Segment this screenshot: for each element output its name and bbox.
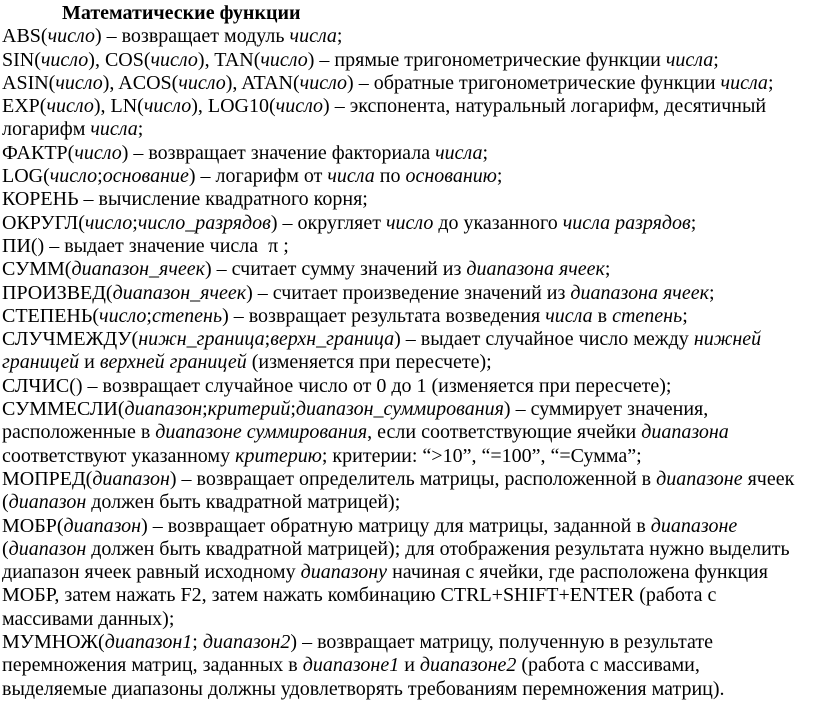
entry-text: диапазон ячеек равный исходному — [2, 561, 301, 584]
entry-text: по — [374, 165, 406, 188]
entry-line — [2, 142, 816, 165]
italic-term: число — [143, 95, 192, 118]
italic-term: диапазона — [641, 421, 729, 444]
italic-term: число — [385, 211, 434, 234]
entry-line — [2, 212, 816, 235]
function-entry — [2, 165, 816, 188]
entry-text: ), LOG10( — [191, 95, 276, 118]
entry-text: соответствуют указанному — [2, 444, 236, 467]
entry-text: ; — [137, 118, 144, 141]
entry-line — [2, 538, 816, 561]
entry-text: ASIN( — [2, 71, 56, 94]
entry-text: ) – обратные тригонометрические функции — [347, 71, 721, 94]
entry-text: ) – возвращает значение факториала — [121, 141, 436, 164]
entry-text: МОБР( — [2, 514, 64, 537]
italic-term: число — [47, 25, 95, 48]
entry-text: ПРОИЗВЕД( — [2, 281, 113, 304]
italic-term: число — [150, 48, 198, 71]
entry-text: ; — [767, 71, 774, 94]
italic-term: числа — [545, 304, 593, 327]
entry-text: и — [79, 351, 100, 374]
function-entry — [2, 375, 816, 398]
italic-term: число — [260, 48, 308, 71]
entry-line — [2, 491, 816, 514]
italic-term: критерию — [235, 444, 322, 467]
entry-text: ; — [604, 258, 611, 281]
italic-term: числа — [327, 165, 375, 188]
function-entry — [2, 235, 816, 258]
entry-text: ( — [2, 491, 9, 514]
entry-text: ( — [2, 537, 9, 560]
entry-line — [2, 25, 816, 48]
function-entry — [2, 282, 816, 305]
italic-term: нижн_граница — [138, 328, 265, 351]
entry-text: ) – считает сумму значений из — [205, 258, 467, 281]
entry-text: ), TAN( — [197, 48, 261, 71]
entry-text: ; — [264, 328, 271, 351]
entry-text: ; — [682, 304, 688, 327]
italic-term: число — [74, 141, 122, 164]
entry-text: логарифм — [2, 118, 91, 141]
italic-term: нижней — [693, 328, 762, 351]
page-title: Математические функции — [62, 2, 301, 24]
entry-text: ) – округляет — [270, 211, 386, 234]
italic-term: число — [299, 71, 348, 94]
italic-term: диапазон — [92, 467, 170, 490]
function-entry — [2, 631, 816, 701]
italic-term: диапазоне — [656, 467, 743, 490]
entry-text: расположенные в — [2, 421, 156, 444]
entry-text: ), COS( — [88, 48, 151, 71]
entry-text: ; — [146, 304, 152, 327]
entry-text: ) – экспонента, натуральный логарифм, десятичный — [323, 95, 767, 118]
italic-term: число — [99, 304, 147, 327]
italic-term: диапазоне1 — [302, 654, 400, 677]
entry-text: в — [592, 304, 613, 327]
italic-term: числа — [289, 25, 337, 48]
italic-term: число — [84, 211, 133, 234]
entry-text: ABS( — [2, 25, 48, 48]
italic-term: степень — [612, 304, 683, 327]
entry-text: ; критерии: “>10”, “=100”, “=Сумма”; — [321, 444, 642, 467]
entry-text: ) – возвращает результата возведения — [222, 304, 546, 327]
entry-text: массивами данных); — [2, 607, 175, 630]
entry-line — [2, 445, 816, 468]
italic-term: диапазон — [63, 514, 142, 537]
entry-line — [2, 515, 816, 538]
entry-text: СЛУЧМЕЖДУ( — [2, 328, 139, 351]
entry-text: и — [399, 654, 420, 677]
entry-text: ), ACOS( — [102, 71, 179, 94]
entry-text: ) – суммирует значения, — [503, 398, 709, 421]
entry-line — [2, 188, 816, 211]
entry-text: LOG( — [2, 165, 50, 188]
entry-line — [2, 49, 816, 72]
entry-text: МУМНОЖ( — [2, 631, 105, 654]
entry-text: ячеек — [742, 467, 795, 490]
entry-text: должен быть квадратной матрицей); — [86, 491, 401, 514]
italic-term: число — [55, 71, 103, 94]
function-entry — [2, 515, 816, 631]
function-entry — [2, 258, 816, 281]
entry-text: СУММЕСЛИ( — [2, 398, 125, 421]
entry-text: выделяемые диапазоны должны удовлетворять требованиям перемножения матриц). — [2, 677, 725, 700]
function-entry — [2, 468, 816, 515]
italic-term: диапазон_ячеек — [71, 258, 205, 281]
entry-text: ) – возвращает определитель матрицы, расположенной в — [169, 467, 657, 490]
function-entry — [2, 212, 816, 235]
entry-text: ; — [336, 25, 343, 48]
entry-text: ) – логарифм от — [188, 165, 328, 188]
function-entry — [2, 95, 816, 142]
entry-text: должен быть квадратной матрицей); для отображения результата нужно выделить — [86, 537, 790, 560]
entry-text: ; — [482, 141, 489, 164]
entry-text: ) – выдает случайное число между — [394, 328, 694, 351]
entry-text: ) – считает произведение значений из — [246, 281, 571, 304]
italic-term: число — [49, 165, 98, 188]
italic-term: степень — [151, 304, 223, 327]
entry-text: ), ATAN( — [225, 71, 300, 94]
entry-text: ПИ() – выдает значение числа π ; — [2, 234, 289, 257]
italic-term: диапазоне суммирования — [155, 421, 368, 444]
italic-term: число — [40, 48, 89, 71]
italic-term: границей — [2, 351, 80, 374]
entry-line — [2, 654, 816, 677]
function-entry — [2, 25, 816, 48]
function-entry — [2, 188, 816, 211]
entry-text: СЛЧИС() – возвращает случайное число от 0 до 1 (изменяется при пересчете); — [2, 374, 672, 397]
entry-text: МОПРЕД( — [2, 467, 93, 490]
italic-term: диапазон — [8, 537, 87, 560]
entry-line — [2, 235, 816, 258]
entry-line — [2, 165, 816, 188]
entry-text: , если соответствующие ячейки — [367, 421, 642, 444]
entry-text: ; — [192, 631, 203, 654]
italic-term: число — [178, 71, 226, 94]
function-list — [2, 25, 816, 701]
italic-term: диапазон1 — [104, 631, 193, 654]
italic-term: числа — [90, 118, 138, 141]
entry-line — [2, 421, 816, 444]
entry-line — [2, 282, 816, 305]
italic-term: верхней границей — [99, 351, 247, 374]
entry-text: КОРЕНЬ – вычисление квадратного корня; — [2, 188, 368, 211]
italic-term: число — [275, 95, 324, 118]
entry-text: SIN( — [2, 48, 41, 71]
entry-text: ; — [202, 398, 208, 421]
entry-line — [2, 95, 816, 118]
italic-term: основание — [102, 165, 189, 188]
entry-line — [2, 305, 816, 328]
entry-line — [2, 631, 816, 654]
entry-line — [2, 561, 816, 584]
entry-line — [2, 72, 816, 95]
entry-line — [2, 258, 816, 281]
italic-term: диапазона ячеек — [570, 281, 709, 304]
entry-text: ; — [97, 165, 103, 188]
entry-text: ; — [708, 281, 715, 304]
entry-text: ) – возвращает обратную матрицу для матрицы, заданной в — [141, 514, 651, 537]
entry-text: СУММ( — [2, 258, 72, 281]
entry-line — [2, 328, 816, 351]
entry-text: ; — [496, 165, 503, 188]
italic-term: диапазон — [8, 491, 87, 514]
entry-line — [2, 468, 816, 491]
entry-text: EXP( — [2, 95, 47, 118]
italic-term: диапазона ячеек — [466, 258, 605, 281]
italic-term: диапазон_суммирования — [295, 398, 504, 421]
italic-term: диапазон2 — [202, 631, 291, 654]
entry-line — [2, 678, 816, 701]
entry-text: ; — [690, 211, 697, 234]
italic-term: числа — [435, 141, 483, 164]
italic-term: числа — [665, 48, 714, 71]
entry-text: ФАКТР( — [2, 141, 75, 164]
entry-text: начиная с ячейки, где расположена функция — [387, 561, 768, 584]
italic-term: диапазон — [124, 398, 203, 421]
italic-term: диапазону — [300, 561, 388, 584]
entry-line — [2, 608, 816, 631]
italic-term: диапазон_ячеек — [112, 281, 247, 304]
entry-text: ), LN( — [93, 95, 144, 118]
function-entry — [2, 328, 816, 375]
italic-term: диапазоне2 — [419, 654, 517, 677]
entry-text: ; — [290, 398, 296, 421]
function-entry — [2, 305, 816, 328]
entry-text: ) – возвращает модуль — [94, 25, 290, 48]
entry-line — [2, 118, 816, 141]
entry-line — [2, 375, 816, 398]
function-entry — [2, 142, 816, 165]
function-entry — [2, 72, 816, 95]
italic-term: числа — [720, 71, 768, 94]
entry-text: ; — [713, 48, 719, 71]
entry-text: перемножения матриц, заданных в — [2, 654, 303, 677]
function-entry — [2, 49, 816, 72]
entry-text: до указанного — [433, 211, 563, 234]
italic-term: верхн_граница — [270, 328, 395, 351]
entry-text: ; — [132, 211, 138, 234]
italic-term: числа разрядов — [562, 211, 691, 234]
entry-text: (работа с массивами, — [516, 654, 700, 677]
entry-text: ) – возвращает матрицу, полученную в результате — [290, 631, 713, 654]
entry-text: СТЕПЕНЬ( — [2, 304, 100, 327]
entry-line — [2, 351, 816, 374]
entry-line — [2, 584, 816, 607]
italic-term: диапазоне — [650, 514, 738, 537]
italic-term: критерий — [207, 398, 291, 421]
italic-term: число_разрядов — [137, 211, 271, 234]
entry-text: МОБР, затем нажать F2, затем нажать комбинацию CTRL+SHIFT+ENTER (работа с — [2, 584, 717, 607]
function-entry — [2, 398, 816, 468]
entry-text: ) – прямые тригонометрические функции — [307, 48, 666, 71]
entry-line — [2, 398, 816, 421]
entry-text: (изменяется при пересчете); — [246, 351, 492, 374]
italic-term: основанию — [405, 165, 497, 188]
italic-term: число — [46, 95, 94, 118]
entry-text: ОКРУГЛ( — [2, 211, 85, 234]
